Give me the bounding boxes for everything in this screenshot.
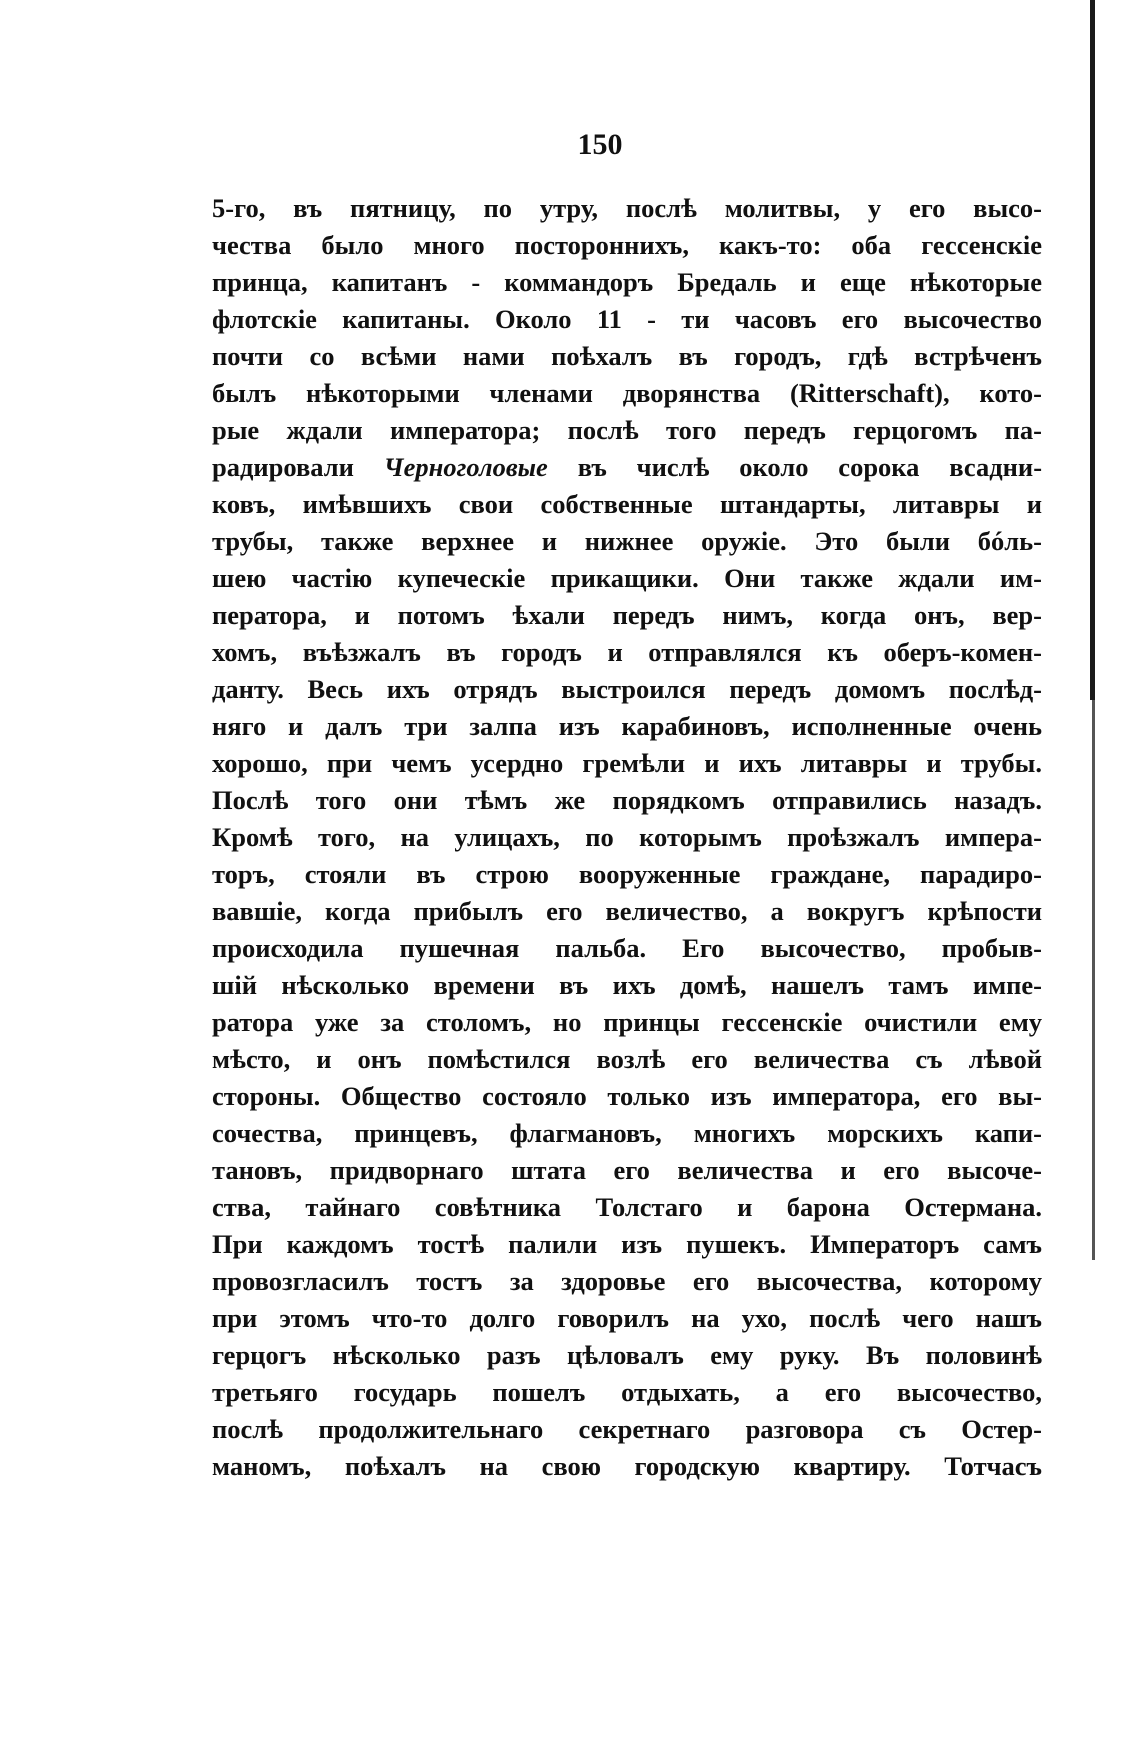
text-line: принца, капитанъ - коммандоръ Бредаль и еще нѣкоторые: [212, 267, 1042, 297]
text-line-start: радировали: [212, 452, 354, 482]
text-line: герцогъ нѣсколько разъ цѣловалъ ему руку. Въ половинѣ: [212, 1340, 1042, 1370]
text-line: Кромѣ того, на улицахъ, по которымъ проѣзжалъ импера-: [212, 822, 1042, 852]
text-line: почти со всѣми нами поѣхалъ въ городъ, гдѣ встрѣченъ: [212, 341, 1042, 371]
text-line: няго и далъ три залпа изъ карабиновъ, исполненные очень: [212, 711, 1042, 741]
text-line: рые ждали императора; послѣ того передъ герцогомъ па-: [212, 415, 1042, 445]
text-line: шій нѣсколько времени въ ихъ домѣ, нашелъ тамъ импе-: [212, 970, 1042, 1000]
text-line: третьяго государь пошелъ отдыхать, а его высочество,: [212, 1377, 1042, 1407]
text-block: [212, 190, 1042, 1485]
text-line-end: въ числѣ около сорока всадни-: [577, 452, 1042, 482]
text-line: происходила пушечная пальба. Его высочество, пробыв-: [212, 933, 1042, 963]
text-line: данту. Весь ихъ отрядъ выстроился передъ домомъ послѣд-: [212, 674, 1042, 704]
text-line: мѣсто, и онъ помѣстился возлѣ его величества съ лѣвой: [212, 1044, 1042, 1074]
text-line: ства, тайнаго совѣтника Толстаго и барона Остермана.: [212, 1192, 1042, 1222]
italic-term: Черноголовые: [383, 452, 548, 482]
text-line: Послѣ того они тѣмъ же порядкомъ отправились назадъ.: [212, 785, 1042, 815]
text-line: торъ, стояли въ строю вооруженные граждане, парадиро-: [212, 859, 1042, 889]
text-line: хомъ, въѣзжалъ въ городъ и отправлялся къ оберъ-комен-: [212, 637, 1042, 667]
text-line: былъ нѣкоторыми членами дворянства (Ritterschaft), кото-: [212, 378, 1042, 408]
text-line: флотскіе капитаны. Около 11 - ти часовъ его высочество: [212, 304, 1042, 334]
text-line: маномъ, поѣхалъ на свою городскую квартиру. Тотчасъ: [212, 1451, 1042, 1481]
text-line: сочества, принцевъ, флагмановъ, многихъ морскихъ капи-: [212, 1118, 1042, 1148]
page-edge-line-lower: [1092, 700, 1095, 1260]
text-line: чества было много постороннихъ, какъ-то: оба гессенскіе: [212, 230, 1042, 260]
text-line: При каждомъ тостѣ палили изъ пушекъ. Императоръ самъ: [212, 1229, 1042, 1259]
text-line: ратора уже за столомъ, но принцы гессенскіе очистили ему: [212, 1007, 1042, 1037]
text-line: вавшіе, когда прибылъ его величество, а вокругъ крѣпости: [212, 896, 1042, 926]
text-line: тановъ, придворнаго штата его величества и его высоче-: [212, 1155, 1042, 1185]
text-line: провозгласилъ тостъ за здоровье его высочества, которому: [212, 1266, 1042, 1296]
text-line: ковъ, имѣвшихъ свои собственные штандарты, литавры и: [212, 489, 1042, 519]
text-line: трубы, также верхнее и нижнее оружіе. Это были бóль-: [212, 526, 1042, 556]
text-line: хорошо, при чемъ усердно гремѣли и ихъ литавры и трубы.: [212, 748, 1042, 778]
text-line: стороны. Общество состояло только изъ императора, его вы-: [212, 1081, 1042, 1111]
text-line-mixed: [212, 449, 1042, 486]
text-line: ператора, и потомъ ѣхали передъ нимъ, когда онъ, вер-: [212, 600, 1042, 630]
page-number: 150: [577, 128, 623, 161]
text-line: при этомъ что-то долго говорилъ на ухо, послѣ чего нашъ: [212, 1303, 1042, 1333]
text-line: 5-го, въ пятницу, по утру, послѣ молитвы, у его высо-: [212, 193, 1042, 223]
page-edge-line: [1090, 0, 1095, 700]
text-line: послѣ продолжительнаго секретнаго разговора съ Остер-: [212, 1414, 1042, 1444]
text-line: шею частію купеческіе прикащики. Они также ждали им-: [212, 563, 1042, 593]
